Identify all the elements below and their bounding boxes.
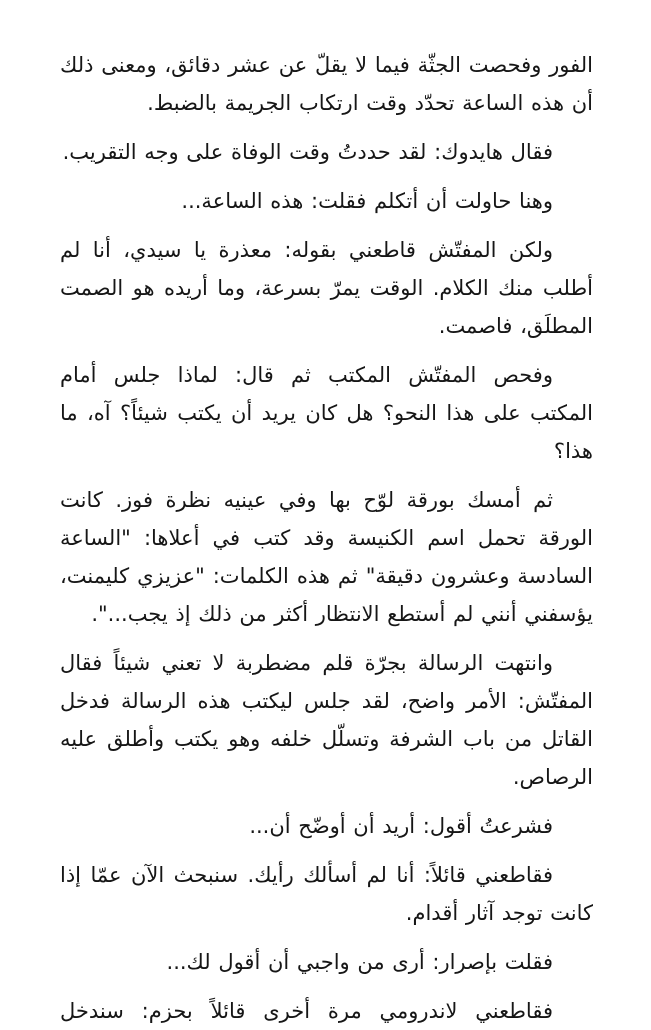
paragraph-8: فشرعتُ أقول: أريد أن أوضّح أن... (249, 814, 553, 838)
paragraph-5: وفحص المفتّش المكتب ثم قال: لماذا جلس أمام المكتب على هذا النحو؟ هل كان يريد أن يكتب شيئاً؟ آه، ما هذا؟ (60, 363, 593, 463)
paragraph-2: فقال هايدوك: لقد حددتُ وقت الوفاة على وجه التقريب. (62, 140, 553, 164)
paragraph-10: فقلت بإصرار: أرى من واجبي أن أقول لك... (166, 950, 553, 974)
paragraph-6: ثم أمسك بورقة لوّح بها وفي عينيه نظرة فوز. كانت الورقة تحمل اسم الكنيسة وقد كتب في أعلاها: "الساعة السادسة وعشرون دقيقة" ثم هذه الكلمات: "عزيزي كليمنت، يؤسفني أنني لم أستطع الانتظار أكثر من ذلك إذ يجب...". (60, 488, 593, 626)
paragraph-4: ولكن المفتّش قاطعني بقوله: معذرة يا سيدي، أنا لم أطلب منك الكلام. الوقت يمرّ بسرعة، وما أريده هو الصمت المطلَق، فاصمت. (60, 238, 593, 338)
paragraph-11: فقاطعني لاندرومي مرة أخرى قائلاً بحزم: سندخل (60, 999, 553, 1023)
paragraph-9: فقاطعني قائلاً: أنا لم أسألك رأيك. سنبحث الآن عمّا إذا كانت توجد آثار أقدام. (60, 863, 593, 925)
paragraph-1: الفور وفحصت الجثّة فيما لا يقلّ عن عشر دقائق، ومعنى ذلك أن هذه الساعة تحدّد وقت ارتكاب الجريمة بالضبط. (60, 53, 593, 115)
paragraph-3: وهنا حاولت أن أتكلم فقلت: هذه الساعة... (181, 189, 553, 213)
paragraph-7: وانتهت الرسالة بجرّة قلم مضطربة لا تعني شيئاً فقال المفتّش: الأمر واضح، لقد جلس ليكتب هذه الرسالة فدخل القاتل من باب الشرفة وتسلّل خلفه وهو يكتب وأطلق عليه الرصاص. (60, 651, 593, 789)
